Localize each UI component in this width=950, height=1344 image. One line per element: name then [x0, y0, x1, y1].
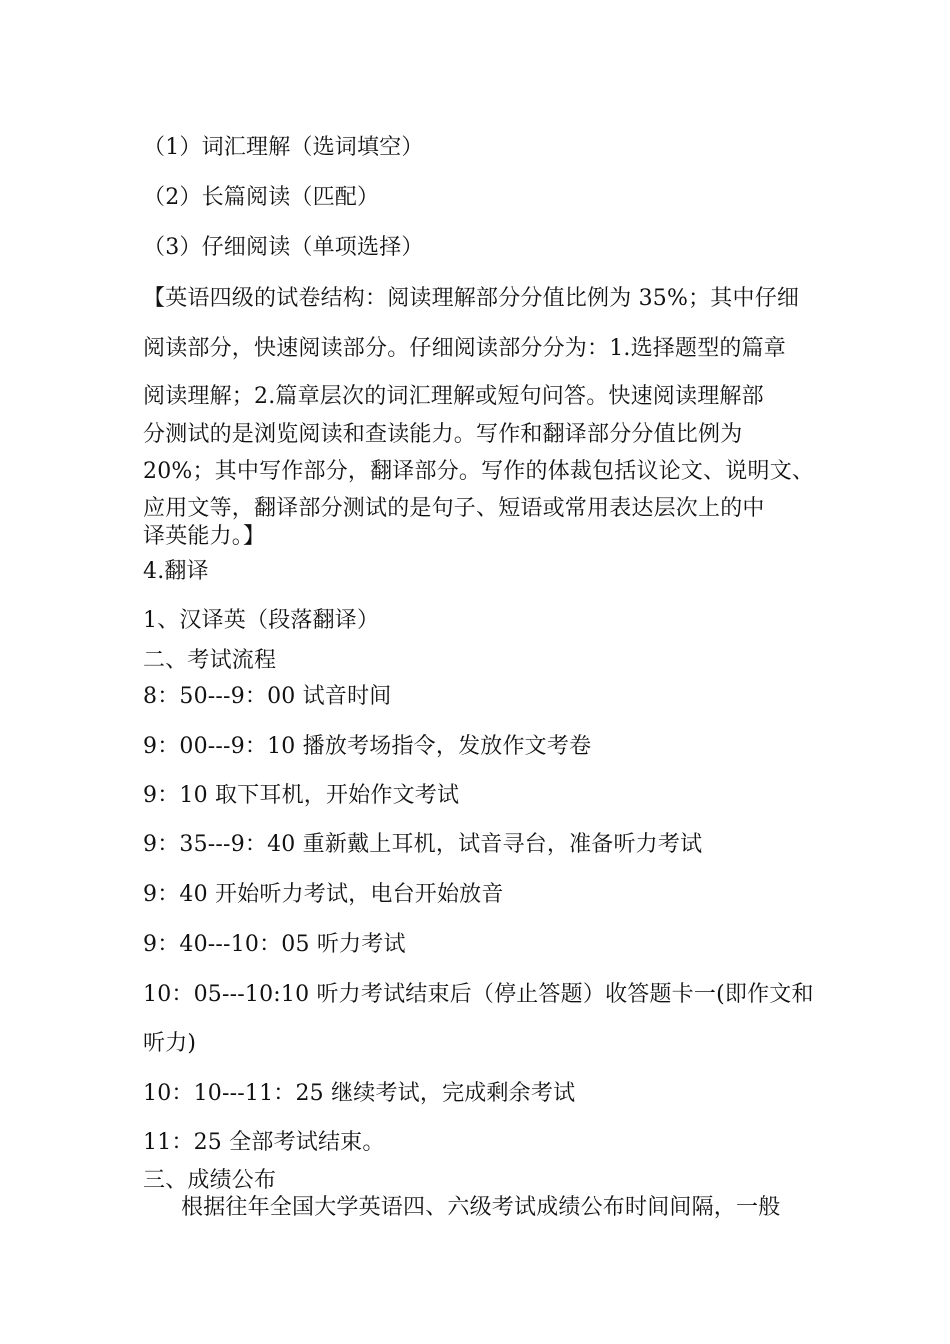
translation-heading: 4.翻译 — [143, 559, 209, 584]
schedule-line-3: 9：10 取下耳机，开始作文考试 — [143, 783, 460, 808]
reading-item-2: （2）长篇阅读（匹配） — [143, 185, 380, 210]
schedule-line-5: 9：40 开始听力考试，电台开始放音 — [143, 882, 504, 907]
structure-note-line-6: 应用文等，翻译部分测试的是句子、短语或常用表达层次上的中 — [143, 496, 765, 521]
schedule-line-6: 9：40---10：05 听力考试 — [143, 932, 406, 957]
schedule-line-9: 11：25 全部考试结束。 — [143, 1130, 385, 1155]
section-2-heading: 二、考试流程 — [143, 648, 277, 673]
translation-item: 1、汉译英（段落翻译） — [143, 608, 380, 633]
structure-note-line-5: 20%；其中写作部分，翻译部分。写作的体裁包括议论文、说明文、 — [143, 459, 815, 484]
structure-note-line-1: 【英语四级的试卷结构：阅读理解部分分值比例为 35%；其中仔细 — [143, 286, 800, 311]
section-3-heading: 三、成绩公布 — [143, 1168, 277, 1193]
structure-note-line-4: 分测试的是浏览阅读和查读能力。写作和翻译部分分值比例为 — [143, 422, 743, 447]
schedule-line-8: 10：10---11：25 继续考试，完成剩余考试 — [143, 1081, 576, 1106]
schedule-line-1: 8：50---9：00 试音时间 — [143, 684, 392, 709]
schedule-line-7: 10：05---10:10 听力考试结束后（停止答题）收答题卡一(即作文和 — [143, 982, 814, 1007]
schedule-line-4: 9：35---9：40 重新戴上耳机，试音寻台，准备听力考试 — [143, 832, 703, 857]
schedule-line-2: 9：00---9：10 播放考场指令，发放作文考卷 — [143, 734, 592, 759]
reading-item-1: （1）词汇理解（选词填空） — [143, 135, 424, 160]
schedule-line-7-cont: 听力) — [143, 1031, 197, 1056]
structure-note-line-3: 阅读理解；2.篇章层次的词汇理解或短句问答。快速阅读理解部 — [143, 384, 764, 409]
structure-note-line-2: 阅读部分，快速阅读部分。仔细阅读部分分为：1.选择题型的篇章 — [143, 336, 786, 361]
structure-note-line-7: 译英能力。】 — [143, 524, 266, 549]
results-paragraph-line-1: 根据往年全国大学英语四、六级考试成绩公布时间间隔，一般 — [181, 1195, 781, 1220]
reading-item-3: （3）仔细阅读（单项选择） — [143, 235, 424, 260]
